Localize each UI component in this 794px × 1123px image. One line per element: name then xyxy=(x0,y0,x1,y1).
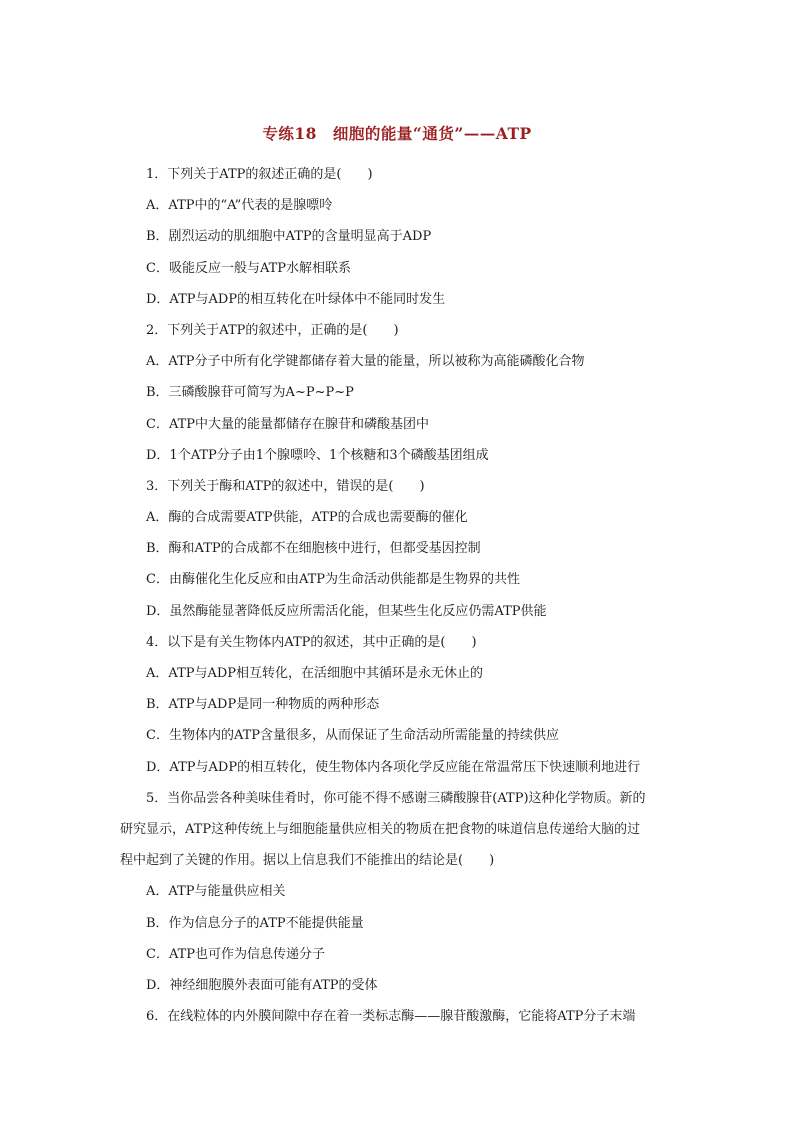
question-1-option-a: A．ATP中的“A”代表的是腺嘌呤 xyxy=(146,198,333,214)
question-1-option-d: D．ATP与ADP的相互转化在叶绿体中不能同时发生 xyxy=(146,291,446,307)
question-4-option-c: C．生物体内的ATP含量很多，从而保证了生命活动所需能量的持续供应 xyxy=(146,728,560,744)
question-5-stem-line-3: 程中起到了关键的作用。据以上信息我们不能推出的结论是( ) xyxy=(120,853,495,869)
question-2-stem: 2．下列关于ATP的叙述中，正确的是( ) xyxy=(146,322,399,338)
question-2-option-a: A．ATP分子中所有化学键都储存着大量的能量，所以被称为高能磷酸化合物 xyxy=(146,354,585,370)
question-5-option-c: C．ATP也可作为信息传递分子 xyxy=(146,946,326,962)
question-5-stem-line-2: 研究显示，ATP这种传统上与细胞能量供应相关的物质在把食物的味道信息传递给大脑的过 xyxy=(120,821,641,837)
question-5-option-d: D．神经细胞膜外表面可能有ATP的受体 xyxy=(146,977,378,993)
question-3-option-d: D．虽然酶能显著降低反应所需活化能，但某些生化反应仍需ATP供能 xyxy=(146,603,547,619)
question-5-stem-line-1: 5．当你品尝各种美味佳肴时，你可能不得不感谢三磷酸腺苷(ATP)这种化学物质。新的 xyxy=(146,790,646,806)
question-4-stem: 4．以下是有关生物体内ATP的叙述，其中正确的是( ) xyxy=(146,634,477,650)
question-5-option-a: A．ATP与能量供应相关 xyxy=(146,884,286,900)
question-6-stem xyxy=(120,1001,686,1032)
question-2-option-c: C．ATP中大量的能量都储存在腺苷和磷酸基团中 xyxy=(146,416,430,432)
question-1-stem: 1．下列关于ATP的叙述正确的是( ) xyxy=(146,167,373,182)
question-4-option-b: B．ATP与ADP是同一种物质的两种形态 xyxy=(146,697,380,713)
question-2-option-d: D．1个ATP分子由1个腺嘌呤、1个核糖和3个磷酸基团组成 xyxy=(146,447,489,463)
question-4-option-a: A．ATP与ADP相互转化，在活细胞中其循环是永无休止的 xyxy=(146,666,484,681)
question-5-option-b: B．作为信息分子的ATP不能提供能量 xyxy=(146,915,364,931)
question-3-stem: 3．下列关于酶和ATP的叙述中，错误的是( ) xyxy=(146,478,425,494)
question-1-option-b: B．剧烈运动的肌细胞中ATP的含量明显高于ADP xyxy=(146,229,432,245)
question-1-option-c: C．吸能反应一般与ATP水解相联系 xyxy=(146,260,352,276)
question-3-option-a: A．酶的合成需要ATP供能，ATP的合成也需要酶的催化 xyxy=(146,510,468,526)
page-title: 专练18 细胞的能量“通货”——ATP xyxy=(262,124,532,143)
question-list xyxy=(120,159,686,1032)
question-2-option-b: B．三磷酸腺苷可简写为A~P~P~P xyxy=(146,385,354,401)
question-3-option-c: C．由酶催化生化反应和由ATP为生命活动供能都是生物界的共性 xyxy=(146,572,521,588)
question-3-option-b: B．酶和ATP的合成都不在细胞核中进行，但都受基因控制 xyxy=(146,541,481,557)
question-5-stem xyxy=(120,783,686,877)
question-6-stem-line-1: 6．在线粒体的内外膜间隙中存在着一类标志酶——腺苷酸激酶，它能将ATP分子末端 xyxy=(146,1009,636,1025)
question-4-option-d: D．ATP与ADP的相互转化，使生物体内各项化学反应能在常温常压下快速顺利地进行 xyxy=(146,759,641,775)
